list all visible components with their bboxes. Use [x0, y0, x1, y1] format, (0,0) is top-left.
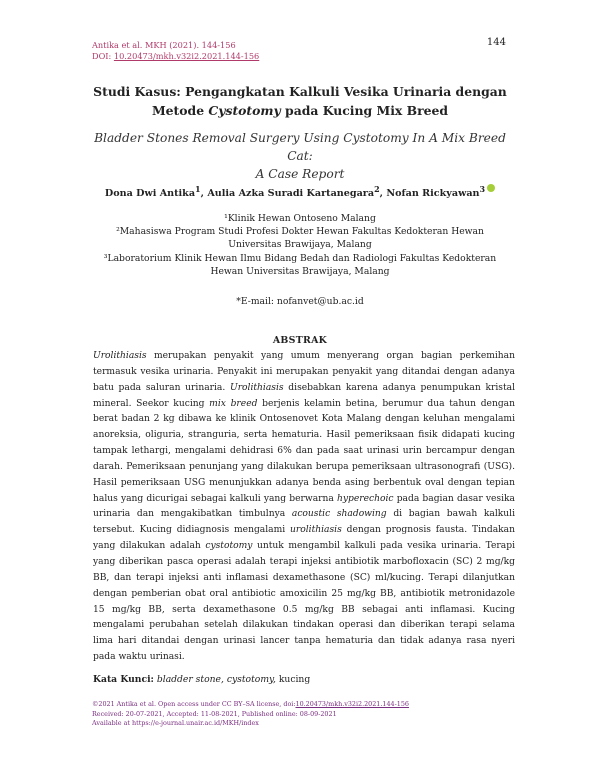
author-2: Aulia Azka Suradi Kartanegara	[207, 188, 375, 200]
title-line-1: Studi Kasus: Pengangkatan Kalkuli Vesika Urinaria dengan	[93, 84, 507, 99]
license-line	[92, 700, 409, 710]
available-url[interactable]: Available at https://e-journal.unair.ac.id/MKH/index	[92, 719, 259, 728]
abstract-text: dengan prognosis fausta. Tindakan yang dilakukan adalah	[93, 525, 515, 552]
keywords-label: Kata Kunci:	[93, 674, 154, 685]
term-italic: Urolithiasis	[93, 351, 147, 361]
affiliation-1: ¹Klinik Hewan Ontoseno Malang	[224, 213, 376, 224]
keywords	[93, 674, 310, 685]
contact-email: *E-mail: nofanvet@ub.ac.id	[236, 296, 364, 307]
english-title	[80, 129, 520, 183]
affiliation-2: ²Mahasiswa Program Studi Profesi Dokter Hewan Fakultas Kedokteran Hewan	[116, 226, 484, 238]
abstract-text: berjenis kelamin betina, berumur dua tahun dengan berat badan 2 kg dibawa ke klinik Ontosenovet Kota Malang dengan keluhan mengalami anoreksia, oliguria, stranguria, serta hematuria. Hasil pemeriksaan fisik didapati kucing tampak lethargi, mengalami dehidrasi 6% dan pada saat urinasi urin bercampur dengan darah. Pemeriksaan penunjang yang dilakukan berupa pemeriksaan ultrasonografi (USG). Hasil pemeriksaan USG menunjukkan adanya benda asing berbentuk oval dengan tepian halus yang dicurigai sebagai kalkuli yang berwarna	[93, 398, 515, 504]
keywords-italic: bladder stone, cystotomy,	[156, 674, 276, 685]
abstract-text: di bagian bawah kalkuli tersebut. Kucing didiagnosis mengalami	[93, 509, 516, 536]
term-italic: urolithiasis	[290, 525, 342, 536]
running-header	[92, 40, 259, 62]
author-list	[60, 184, 540, 199]
affiliations	[80, 212, 520, 278]
affiliation-3-cont: Hewan Universitas Brawijaya, Malang	[210, 265, 390, 277]
doi-link[interactable]: 10.20473/mkh.v32i2.2021.144-156	[113, 51, 260, 61]
title-italic: Cystotomy	[208, 103, 281, 118]
term-italic: hyperechoic	[337, 493, 394, 504]
author-separator: ,	[200, 188, 208, 200]
orcid-icon[interactable]	[487, 184, 495, 192]
subtitle-line-1: Bladder Stones Removal Surgery Using Cystotomy In A Mix Breed Cat:	[94, 131, 506, 163]
abstract-text: untuk mengambil kalkuli pada vesika urinaria. Terapi yang diberikan pasca operasi adalah terapi injeksi antibiotik marbofloxacin (SC) 2 mg/kg BB, dan terapi injeksi anti inflamasi dexamethasone (SC) ml/kucing. Terapi dilanjutkan dengan pemberian obat oral antibiotic amoxicilin 25 mg/kg BB, antibiotik metronidazole 15 mg/kg BB, serta dexamethasone 0.5 mg/kg BB sebagai anti inflamasi. Kucing mengalami perubahan setelah dilakukan tindakan operasi dan diberikan terapi selama lima hari ditandai dengan urinasi lancer tanpa hematuria dan tidak adanya rasa nyeri pada waktu urinasi.	[93, 541, 515, 663]
term-italic: Urolithiasis	[230, 382, 284, 393]
doi-label: DOI:	[92, 51, 112, 61]
title-prefix: Metode	[151, 103, 209, 118]
abstract-text: disebabkan karena adanya penumpukan kristal mineral. Seekor kucing	[93, 382, 515, 409]
term-italic: acoustic shadowing	[291, 509, 387, 520]
citation-line: Antika et al. MKH (2021). 144-156	[92, 40, 236, 50]
page-number: 144	[486, 37, 506, 48]
affiliation-2-cont: Universitas Brawijaya, Malang	[228, 239, 372, 251]
author-1: Dona Dwi Antika	[104, 188, 196, 200]
term-italic: mix breed	[209, 398, 258, 409]
title-suffix: pada Kucing Mix Breed	[280, 103, 449, 118]
title-line-2	[80, 101, 520, 120]
abstract-heading: ABSTRAK	[272, 335, 328, 346]
author-separator: ,	[379, 188, 387, 200]
abstract-body	[93, 349, 515, 666]
term-italic: cystotomy	[205, 541, 253, 552]
abstract-text: merupakan penyakit yang umum menyerang organ bagian perkemihan termasuk vesika urinaria. Penyakit ini merupakan penyakit yang ditandai dengan adanya batu pada saluran urinaria.	[93, 351, 515, 393]
author-2-affil: 2	[374, 184, 380, 194]
keywords-plain: kucing	[275, 674, 311, 685]
article-title	[80, 82, 520, 120]
footer-doi-link[interactable]: 10.20473/mkh.v32i2.2021.144-156	[295, 700, 409, 708]
license-text: ©2021 Antika et al. Open access under CC BY–SA license, doi:	[92, 700, 296, 708]
author-3: Nofan Rickyawan	[386, 188, 480, 200]
doi-line	[92, 51, 259, 62]
affiliation-3: ³Laboratorium Klinik Hewan Ilmu Bidang Bedah dan Radiologi Fakultas Kedokteran	[103, 252, 497, 264]
author-3-affil: 3	[479, 184, 486, 194]
dates-line: Received: 20-07-2021, Accepted: 11-08-2021, Published online: 08-09-2021	[92, 709, 337, 718]
footer	[92, 700, 409, 729]
subtitle-line-2: A Case Report	[255, 167, 345, 181]
abstract-text: pada bagian dasar vesika urinaria dan mengakibatkan timbulnya	[93, 493, 515, 520]
author-1-affil: 1	[195, 184, 201, 194]
